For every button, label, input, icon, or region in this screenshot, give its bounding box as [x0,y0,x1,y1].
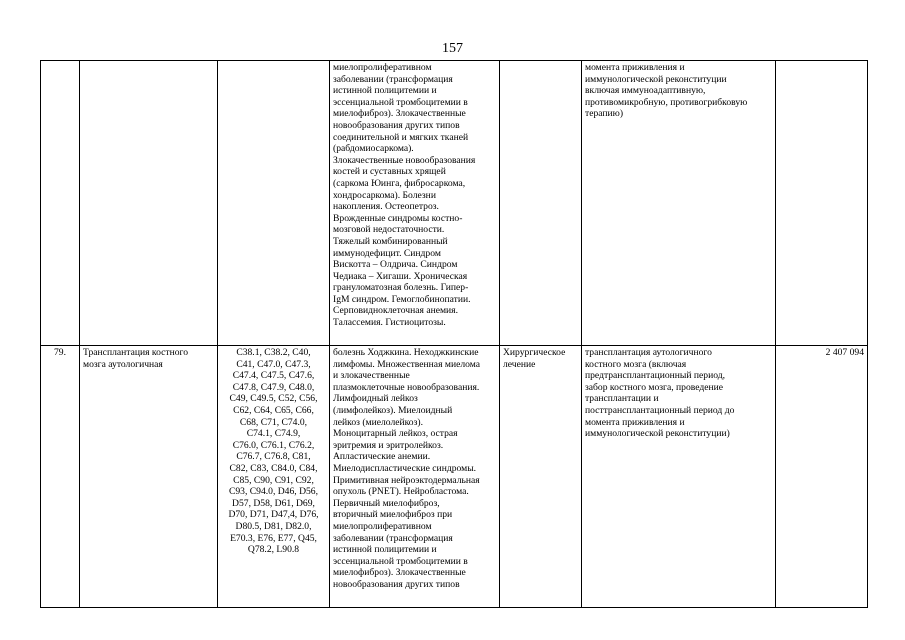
text-line: D70, D71, D47,4, D76, [228,509,319,521]
text-line: Талассемия. Гистиоцитозы. [333,317,446,329]
text-line: предтрансплантационный период, [585,370,726,382]
text-line: заболевании (трансформация [333,73,453,85]
text-line: трансплантации и [585,393,659,405]
text-line: момента приживления и [585,416,685,428]
text-line: вторичный миелофиброз при [333,509,453,521]
text-line: истинной полицитемии и [333,544,437,556]
text-line: мозговой недостаточности. [333,224,445,236]
text-line: Миелодиспластические синдромы. [333,462,477,474]
text-line: накопления. Остеопетроз. [333,201,439,213]
text-line: C76.7, C76.8, C81, [236,451,311,463]
text-line: D80.5, D81, D82.0, [235,520,312,532]
text-line: лимфомы. Множественная миелома [333,358,481,370]
text-line: C62, C64, C65, C66, [233,404,314,416]
text-line: миелопролиферативном [333,520,432,532]
icd-codes-cell [218,61,330,346]
text-line: включая иммуноадаптивную, [585,85,706,97]
text-line: забор костного мозга, проведение [585,381,724,393]
text-line: трансплантация аутологичного [585,347,712,358]
text-line: плазмоклеточные новообразования. [333,381,480,393]
text-line: хондросаркома). Болезни [333,189,436,201]
text-line: Злокачественные новообразования [333,154,476,166]
cost-cell [776,61,868,346]
method-cell [582,346,776,608]
text-line: Тяжелый комбинированный [333,235,448,247]
text-line: истинной полицитемии и [333,85,437,97]
text-line: эссенциальной тромбоцитемии в [333,555,468,567]
text-line: терапию) [585,108,624,120]
text-line: (рабдомиосаркома). [333,143,414,155]
text-line: эритремия и эритролейкоз. [333,439,444,451]
text-line: C93, C94.0, D46, D56, [228,486,318,498]
method-cell [582,61,776,346]
text-line: C68, C71, C74.0, [239,416,308,428]
text-line: C47.4, C47.5, C47.6, [232,370,315,382]
text-line: противомикробную, противогрибковую [585,96,748,108]
text-line: и злокачественные [333,370,410,382]
text-line: заболевании (трансформация [333,532,453,544]
text-line: Серповидноклеточная анемия. [333,305,458,317]
text-line: Вискотта – Олдрича. Синдром [333,259,458,271]
text-line: Апластические анемии. [333,451,431,463]
text-line: эссенциальной тромбоцитемии в [333,96,468,108]
text-line: E70.3, E76, E77, Q45, [230,532,317,544]
text-line: C74.1, C74.9, [246,428,301,440]
text-line: новообразования других типов [333,119,460,131]
text-line: иммунологической реконституции [585,73,727,85]
text-line: лейкоз (миелолейкоз). [333,416,423,428]
text-line: Трансплантация костного [83,347,188,358]
table-row [41,61,868,346]
text-line: момента приживления и [585,62,685,73]
text-line: C47.8, C47.9, C48.0, [232,381,315,393]
text-line: C85, C90, C91, C92, [233,474,314,486]
text-line: болезнь Ходжкина. Неходжкинские [333,347,479,358]
text-line: C76.0, C76.1, C76.2, [232,439,315,451]
text-line: грануломатозная болезнь. Гипер- [333,282,469,294]
text-line: костей и суставных хрящей [333,166,446,178]
text-line: Первичный миелофиброз, [333,497,440,509]
text-line: C41, C47.0, C47.3, [236,358,311,370]
text-line: иммунологической реконституции) [585,428,730,440]
table-row [41,346,868,608]
text-line: Q78.2, L90.8 [247,544,300,556]
text-line: иммунодефицит. Синдром [333,247,441,259]
text-line: Моноцитарный лейкоз, острая [333,428,458,440]
icd-codes-cell [218,346,330,608]
text-line: Лимфоидный лейкоз [333,393,418,405]
text-line: Чедиака – Хигаши. Хроническая [333,270,468,282]
text-line: (саркома Юинга, фибросаркома, [333,177,466,189]
text-line: миелофиброз). Злокачественные [333,567,466,579]
treatment-type-cell [500,61,582,346]
treatment-type-cell [500,346,582,608]
row-number-cell [41,61,80,346]
text-line: C49, C49.5, C52, C56, [229,393,318,405]
text-line: C38.1, C38.2, C40, [236,347,311,358]
text-line: миелофиброз). Злокачественные [333,108,466,120]
text-line: (лимфолейкоз). Миелоидный [333,404,453,416]
text-line: соединительной и мягких тканей [333,131,469,143]
text-line: C82, C83, C84.0, C84, [229,462,318,474]
text-line: миелопролиферативном [333,62,432,73]
text-line: костного мозга (включая [585,358,687,370]
diagnosis-cell [330,346,500,608]
diagnosis-cell [330,61,500,346]
text-line: Примитивная нейроэктодермальная [333,474,480,486]
page-number: 157 [442,41,463,56]
cost-cell: 2 407 094 [776,346,868,608]
text-line: Хирургическое [503,347,566,358]
text-line: мозга аутологичная [83,358,163,370]
text-line: D57, D58, D61, D69, [232,497,315,509]
text-line: опухоль (PNET). Нейробластома. [333,486,469,498]
text-line: посттрансплантационный период до [585,404,735,416]
text-line: Врожденные синдромы костно- [333,212,463,224]
row-number-cell: 79. [41,346,80,608]
text-line: лечение [503,358,536,370]
text-line: новообразования других типов [333,578,460,590]
medical-services-table [40,60,868,608]
procedure-name-cell [80,346,218,608]
text-line: IgM синдром. Гемоглобинопатии. [333,293,471,305]
procedure-name-cell [80,61,218,346]
